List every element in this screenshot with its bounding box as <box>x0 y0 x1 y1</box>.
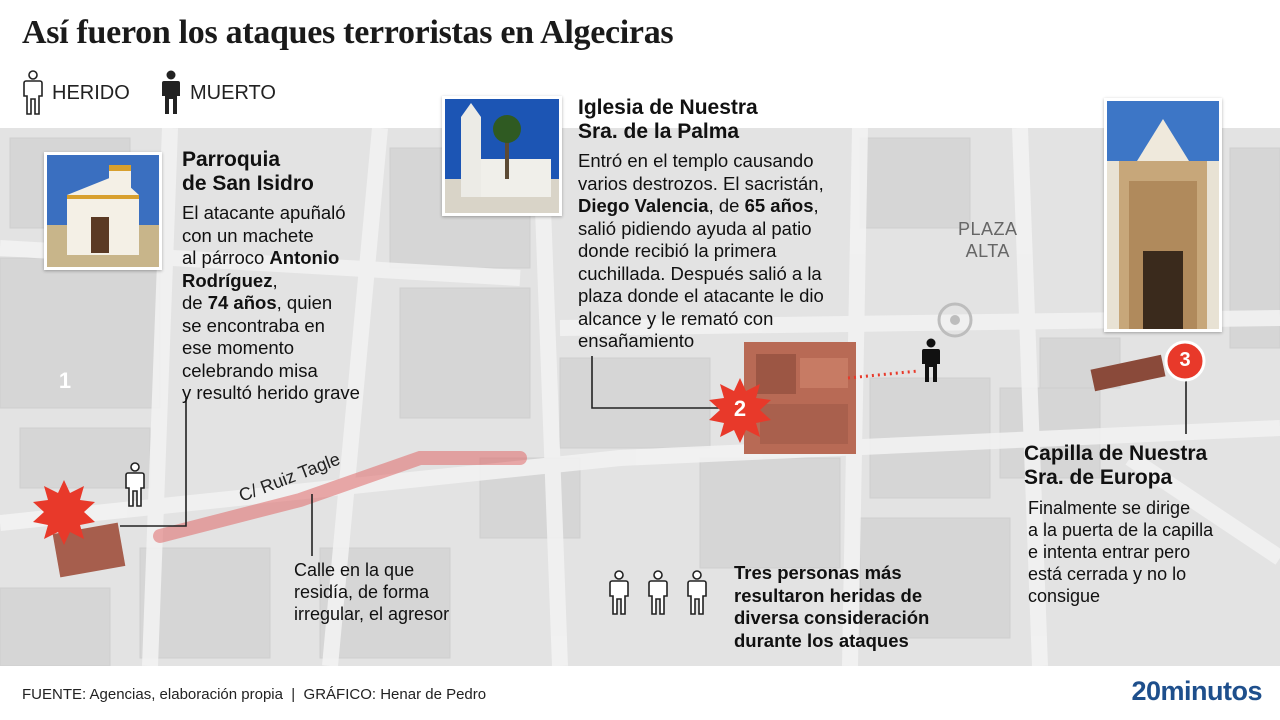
p3-line: a la puerta de la capilla <box>1028 520 1214 540</box>
p1-line <box>182 270 360 293</box>
p3-line: e intenta entrar pero <box>1028 542 1191 562</box>
brand-logo: 20minutos <box>1131 676 1262 706</box>
p1-text: al párroco <box>182 247 270 268</box>
p3-line: está cerrada y no lo <box>1028 564 1187 584</box>
marker-2-label: 2 <box>733 396 747 421</box>
legend-injured <box>22 70 130 116</box>
photo-parroquia <box>44 152 162 270</box>
p2-description <box>578 150 824 353</box>
page-title: Así fueron los ataques terroristas en Algeciras <box>22 14 674 51</box>
p3-description <box>1028 497 1213 607</box>
p3-line: consigue <box>1028 586 1101 606</box>
p3-line: Finalmente se dirige <box>1028 498 1191 518</box>
injured-note-line: resultaron heridas de <box>734 584 923 606</box>
p2-line: Entró en el templo causando <box>578 150 814 171</box>
legend-dead-label: MUERTO <box>190 81 276 104</box>
p2-line: donde recibió la primera <box>578 240 777 261</box>
p1-line: celebrando misa <box>182 359 318 381</box>
legend-dead <box>160 70 276 116</box>
church-aerial <box>744 342 856 454</box>
p1-line: El atacante apuñaló <box>182 202 346 223</box>
plaza-alta-label <box>958 218 1018 262</box>
p2-text: , <box>813 195 819 216</box>
street-note <box>294 559 449 625</box>
p1-line: y resultó herido grave <box>182 382 360 403</box>
street-note-line: irregular, el agresor <box>294 604 450 624</box>
p3-title-line2: Sra. de Europa <box>1024 466 1173 489</box>
p2-line: alcance y le remató con <box>578 307 774 329</box>
p1-line: ese momento <box>182 337 295 358</box>
p1-line: se encontraba en <box>182 314 325 336</box>
dead-person-icon <box>160 70 182 116</box>
plaza-label-line1: PLAZA <box>958 219 1018 239</box>
photo-iglesia-palma <box>442 96 562 216</box>
marker-1-label: 1 <box>58 368 72 393</box>
p1-line <box>182 292 360 315</box>
p1-victim-surname: Rodríguez <box>182 269 273 291</box>
p2-line: ensañamiento <box>578 330 695 351</box>
p1-victim-age: 74 años <box>207 292 277 313</box>
p1-text: de <box>182 292 208 313</box>
p2-text: , de <box>708 195 745 216</box>
injured-note-line: durante los ataques <box>734 629 909 651</box>
p1-line <box>182 247 360 270</box>
photo-capilla-europa <box>1104 98 1222 332</box>
legend-injured-label: HERIDO <box>52 81 130 104</box>
p3-title-line1: Capilla de Nuestra <box>1024 442 1208 465</box>
street-note-line: residía, de forma <box>294 582 430 602</box>
p1-text: , <box>272 269 278 291</box>
p2-line <box>578 195 824 218</box>
p3-title <box>1024 442 1207 490</box>
p2-title-line2: Sra. de la Palma <box>578 120 740 143</box>
injured-note <box>734 562 929 652</box>
p2-line: plaza donde el atacante le dio <box>578 285 824 306</box>
injured-person-icon <box>22 70 44 116</box>
footer-source: FUENTE: Agencias, elaboración propia | GRÁFICO: Henar de Pedro <box>22 686 487 703</box>
p2-title-line1: Iglesia de Nuestra <box>578 96 758 119</box>
p2-victim-age: 65 años <box>744 195 814 216</box>
p1-title-line1: Parroquia <box>182 148 281 171</box>
injured-note-line: Tres personas más <box>734 562 902 583</box>
injured-note-line: diversa consideración <box>734 607 930 628</box>
street-note-line: Calle en la que <box>294 560 415 580</box>
p1-text: , quien <box>276 292 333 313</box>
p1-title <box>182 148 314 196</box>
marker-3-label: 3 <box>1179 349 1191 371</box>
p1-line: con un machete <box>182 224 314 246</box>
p1-title-line2: de San Isidro <box>182 172 314 195</box>
p2-victim-name: Diego Valencia <box>578 195 709 216</box>
p2-line: cuchillada. Después salió a la <box>578 262 822 284</box>
street-label: C/ Ruiz Tagle <box>236 448 343 506</box>
plaza-label-line2: ALTA <box>965 241 1010 261</box>
p2-line: salió pidiendo ayuda al patio <box>578 217 812 239</box>
p2-title <box>578 96 758 144</box>
p1-victim-name: Antonio <box>269 247 340 268</box>
p2-line: varios destrozos. El sacristán, <box>578 172 824 194</box>
p1-description <box>182 202 360 405</box>
